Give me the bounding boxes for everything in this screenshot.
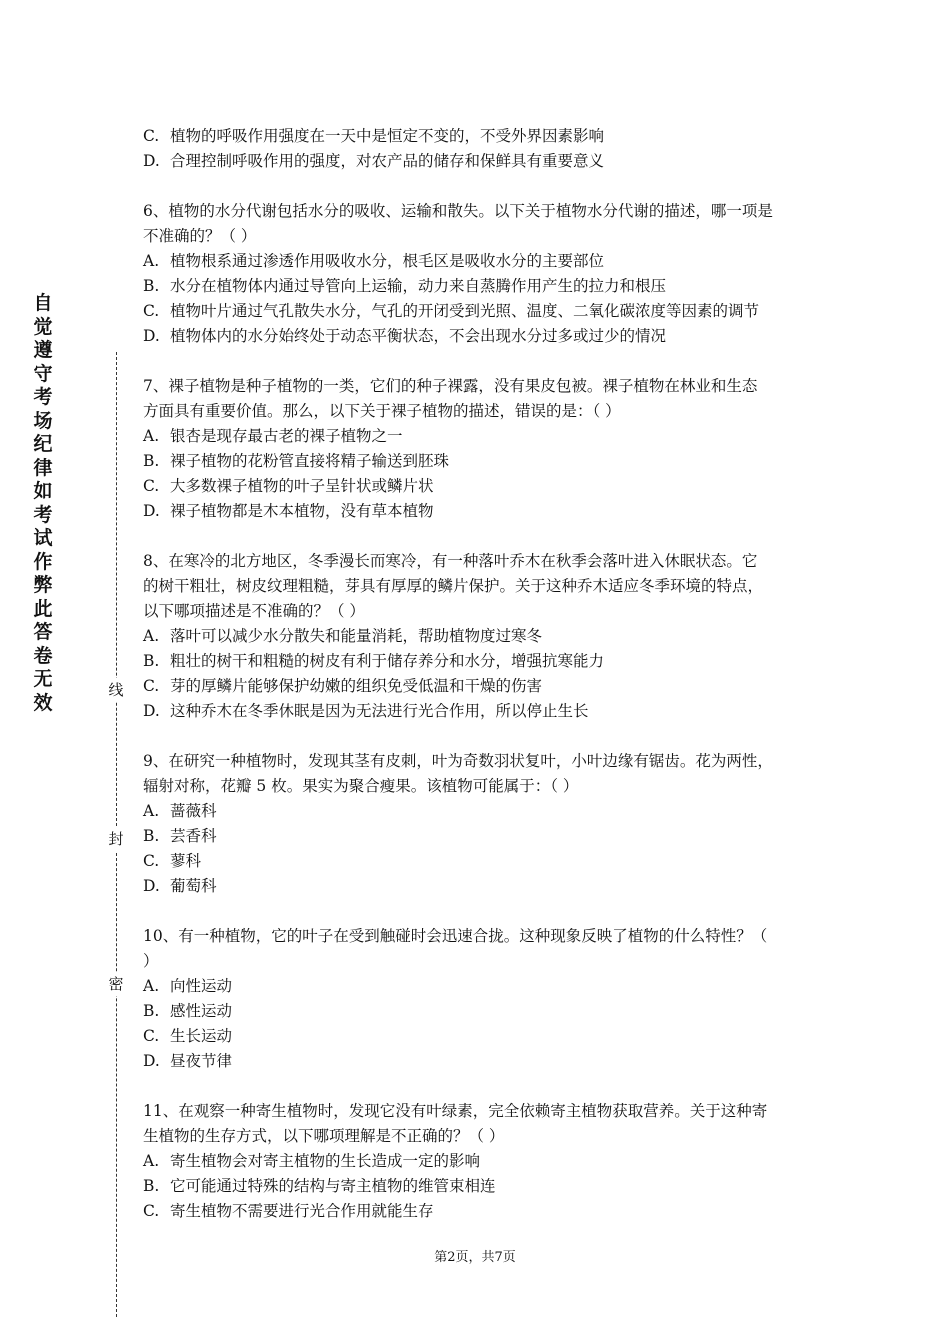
question-stem-line: 辐射对称，花瓣 5 枚。果实为聚合瘦果。该植物可能属于：（ ） xyxy=(143,777,579,795)
question-stem-line: 8、在寒冷的北方地区，冬季漫长而寒冷，有一种落叶乔木在秋季会落叶进入休眠状态。它 xyxy=(143,552,758,570)
option-line: A. 寄生植物会对寄主植物的生长造成一定的影响 xyxy=(143,1152,481,1170)
question-block xyxy=(143,199,823,349)
option-line: D. 植物体内的水分始终处于动态平衡状态，不会出现水分过多或过少的情况 xyxy=(143,327,667,345)
seal-label-line: 线 xyxy=(104,678,128,702)
option-line: B. 芸香科 xyxy=(143,827,217,845)
option-line: A. 植物根系通过渗透作用吸收水分，根毛区是吸收水分的主要部位 xyxy=(143,252,605,270)
option-line: B. 它可能通过特殊的结构与寄主植物的维管束相连 xyxy=(143,1177,496,1195)
question-stem-line: 6、植物的水分代谢包括水分的吸收、运输和散失。以下关于植物水分代谢的描述，哪一项是 xyxy=(143,202,773,220)
question-block xyxy=(143,549,823,724)
seal-label-secret: 密 xyxy=(104,972,128,996)
question-stem-line: 以下哪项描述是不准确的？（ ） xyxy=(143,602,365,620)
option-line: B. 感性运动 xyxy=(143,1002,233,1020)
option-line: C. 生长运动 xyxy=(143,1027,233,1045)
question-block xyxy=(143,1099,823,1224)
question-block xyxy=(143,374,823,524)
exam-discipline-notice: 自觉遵守考场纪律如考试作弊此答卷无效 xyxy=(33,292,53,714)
seal-label-seal: 封 xyxy=(104,827,128,851)
option-line: A. 蔷薇科 xyxy=(143,802,217,820)
question-stem-line: 7、裸子植物是种子植物的一类，它们的种子裸露，没有果皮包被。裸子植物在林业和生态 xyxy=(143,377,758,395)
option-line: B. 粗壮的树干和粗糙的树皮有利于储存养分和水分，增强抗寒能力 xyxy=(143,652,605,670)
question-stem-line: 10、有一种植物，它的叶子在受到触碰时会迅速合拢。这种现象反映了植物的什么特性？（ xyxy=(143,927,768,945)
question-stem-line: 方面具有重要价值。那么，以下关于裸子植物的描述，错误的是：（ ） xyxy=(143,402,621,420)
option-line: D. 合理控制呼吸作用的强度，对农产品的储存和保鲜具有重要意义 xyxy=(143,152,605,170)
option-line: B. 水分在植物体内通过导管向上运输，动力来自蒸腾作用产生的拉力和根压 xyxy=(143,277,667,295)
option-line: D. 昼夜节律 xyxy=(143,1052,233,1070)
option-line: A. 银杏是现存最古老的裸子植物之一 xyxy=(143,427,403,445)
question-block xyxy=(143,924,823,1074)
question-stem-line: 9、在研究一种植物时，发现其茎有皮刺，叶为奇数羽状复叶，小叶边缘有锯齿。花为两性， xyxy=(143,752,773,770)
option-line: C. 植物的呼吸作用强度在一天中是恒定不变的，不受外界因素影响 xyxy=(143,127,605,145)
option-line: C. 芽的厚鳞片能够保护幼嫩的组织免受低温和干燥的伤害 xyxy=(143,677,543,695)
option-line: C. 寄生植物不需要进行光合作用就能生存 xyxy=(143,1202,434,1220)
page-footer: 第2页，共7页 xyxy=(434,1250,516,1265)
option-line: C. 蓼科 xyxy=(143,852,202,870)
exam-content xyxy=(143,124,823,1224)
question-stem-line: 的树干粗壮，树皮纹理粗糙，芽具有厚厚的鳞片保护。关于这种乔木适应冬季环境的特点， xyxy=(143,577,764,595)
question-stem-line: ） xyxy=(143,952,159,970)
option-line: C. 植物叶片通过气孔散失水分，气孔的开闭受到光照、温度、二氧化碳浓度等因素的调节 xyxy=(143,302,760,320)
question-stem-line: 生植物的生存方式，以下哪项理解是不正确的？（ ） xyxy=(143,1127,505,1145)
option-line: B. 裸子植物的花粉管直接将精子输送到胚珠 xyxy=(143,452,450,470)
option-line: D. 裸子植物都是木本植物，没有草本植物 xyxy=(143,502,434,520)
option-line: D. 这种乔木在冬季休眠是因为无法进行光合作用，所以停止生长 xyxy=(143,702,589,720)
option-line: A. 向性运动 xyxy=(143,977,233,995)
option-line: C. 大多数裸子植物的叶子呈针状或鳞片状 xyxy=(143,477,434,495)
option-line: D. 葡萄科 xyxy=(143,877,217,895)
option-line: A. 落叶可以减少水分散失和能量消耗，帮助植物度过寒冬 xyxy=(143,627,543,645)
question-stem-line: 11、在观察一种寄生植物时，发现它没有叶绿素，完全依赖寄主植物获取营养。关于这种寄 xyxy=(143,1102,768,1120)
question-block xyxy=(143,749,823,899)
question-stem-line: 不准确的？（ ） xyxy=(143,227,257,245)
question-list xyxy=(143,199,823,1224)
